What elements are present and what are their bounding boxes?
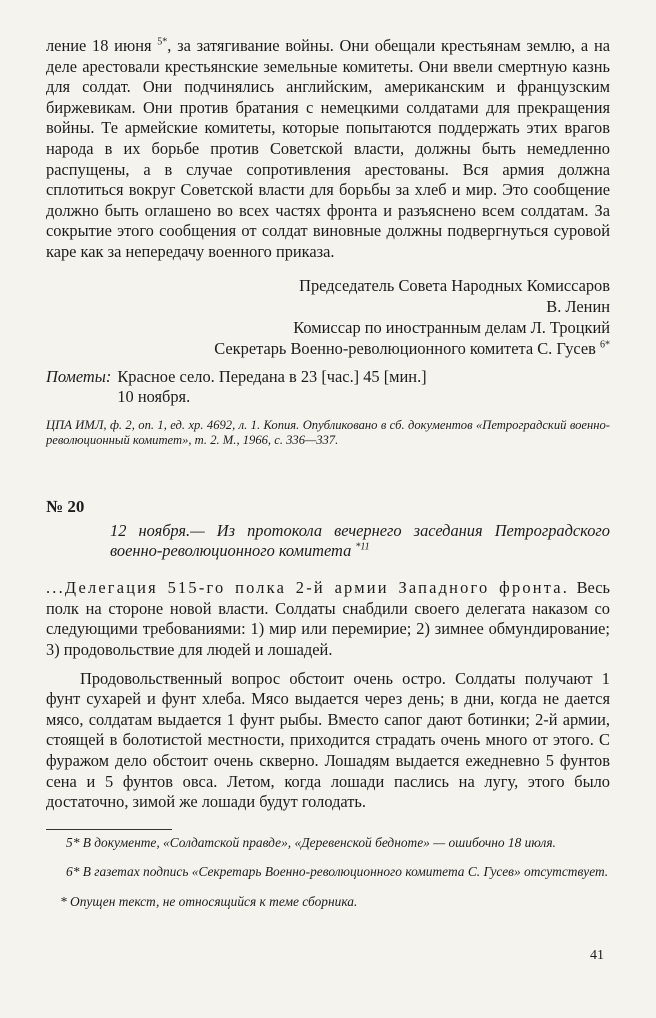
- doc20-delegation-text: ...Делегация 515-го полка 2-й армии Западного фронта.: [46, 578, 570, 598]
- page-number: 41: [590, 948, 604, 963]
- footnote-star: * Опущен текст, не относящийся к теме сборника.: [60, 894, 358, 910]
- notes-line-2: 10 ноября.: [117, 387, 191, 407]
- signature-trotsky: Комиссар по иностранным делам Л. Троцкий: [293, 317, 610, 337]
- document-heading: [110, 521, 610, 562]
- document-heading-text: 12 ноября.— Из протокола вечернего заседания Петроградского военно-революционного комитета: [110, 520, 610, 561]
- signature-lenin-title: Председатель Совета Народных Комиссаров: [299, 275, 610, 295]
- notes-line-1: Красное село. Передана в 23 [час.] 45 [мин.]: [117, 366, 427, 386]
- doc20-paragraph-1: [46, 578, 610, 660]
- signature-block: [46, 275, 610, 359]
- notes-content: [117, 367, 426, 408]
- footnote-ref-5: 5*: [157, 36, 168, 48]
- footnote-5: 5* В документе, «Солдатской правде», «Деревенской бедноте» — ошибочно 18 июля.: [66, 834, 556, 850]
- signature-gusev-text: Секретарь Военно-революционного комитета С. Гусев: [214, 338, 596, 358]
- notes-label: Пометы:: [46, 366, 112, 386]
- footnote-6: 6* В газетах подпись «Секретарь Военно-революционного комитета С. Гусев» отсутствует.: [66, 864, 609, 880]
- doc20-paragraph-1-rest: Весь полк на стороне новой власти. Солдаты снабдили своего делегата наказом со следующими требованиями: 1) мир или перемирие; 2) зимнее обмундирование; 3) продовольствие для людей и лошадей.: [46, 578, 610, 660]
- document-page: [46, 36, 610, 924]
- doc20-paragraph-2: Продовольственный вопрос обстоит очень остро. Солдаты получают 1 фунт сухарей и фунт хлеба. Мясо выдается через день; в дни, когда не дается мясо, солдатам выдается 1 фунт рыбы. Вместо сапог дают ботинки; 2-й армии, стоящей в болотистой местности, приходится страдать очень много от этого. С фуражом дело обстоит очень скверно. Лошадям выдается ежедневно 5 фунтов сена и 5 фунтов овса. Летом, когда лошади паслись на лугу, этого было достаточно, зимой же лошади будут голодать.: [46, 668, 610, 812]
- archive-source: ЦПА ИМЛ, ф. 2, оп. 1, ед. хр. 4692, л. 1. Копия. Опубликовано в сб. документов «Петроградский военно-революционный комитет», т. 2. М., 1966, с. 336—337.: [46, 417, 610, 448]
- footnote-ref-star: *11: [355, 541, 370, 553]
- footnote-divider: [46, 829, 172, 830]
- notes-block: [46, 367, 610, 408]
- footnote-ref-6: 6*: [600, 339, 610, 351]
- signature-lenin-name: В. Ленин: [546, 296, 610, 316]
- document-number: № 20: [46, 496, 85, 516]
- doc19-text-rest: , за затягивание войны. Они обещали крестьянам землю, а на деле арестовали крестьянские земельные комитеты. Они ввели смертную казнь для солдат. Они подчинялись английским, американским и французским биржевикам. Они против братания с немецкими солдатами для прекращения войны. Те армейские комитеты, которые попытаются поддержать этих врагов народа в их борьбе против Советской власти, должны быть немедленно распущены, а в случае сопротивления арестованы. Вся армия должна сплотиться вокруг Советской власти для борьбы за хлеб и мир. Это сообщение должно быть оглашено во всех частях фронта и разъяснено всем солдатам. За сокрытие этого сообщения от солдат виновные должны подвергнуться суровой каре как за непередачу военного приказа.: [46, 36, 610, 261]
- doc19-paragraph: [46, 36, 610, 263]
- doc19-text-start: ление 18 июня: [46, 36, 152, 55]
- signature-gusev: [46, 338, 610, 359]
